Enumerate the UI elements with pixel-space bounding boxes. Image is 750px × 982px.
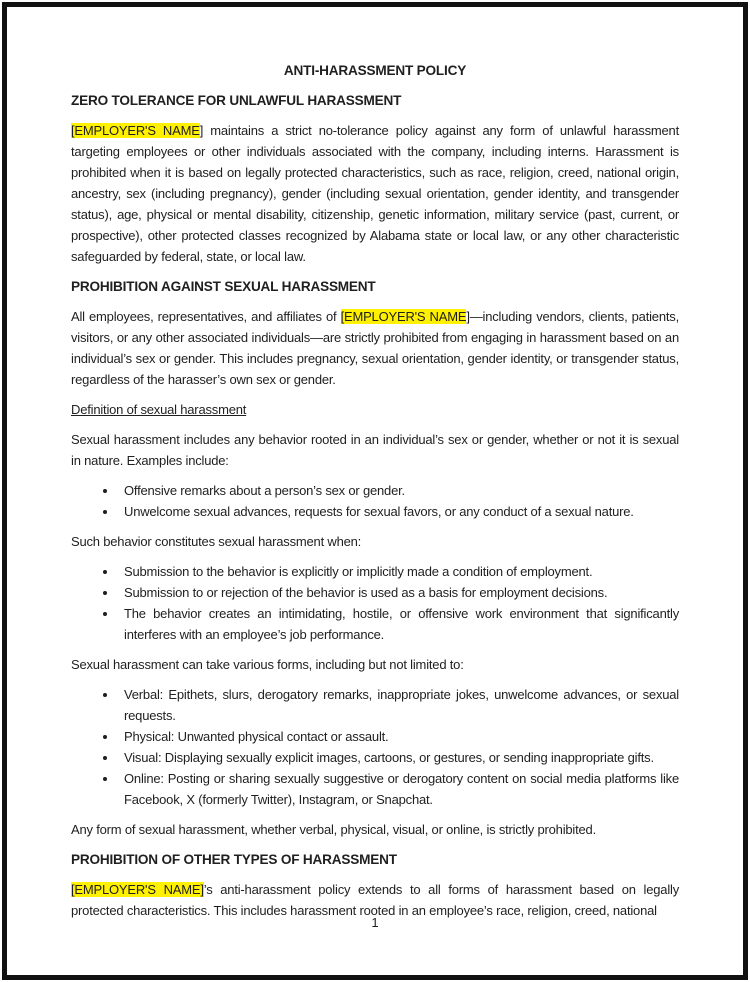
employer-name-highlight: [EMPLOYER'S NAME: [340, 309, 467, 324]
text-segment: Such behavior constitutes sexual harassment when:: [71, 534, 362, 549]
bullet-item: • Submission to the behavior is explicitly or implicitly made a condition of employment.: [118, 561, 679, 582]
text-segment: Any form of sexual harassment, whether verbal, physical, visual, or online, is strictly prohibited.: [71, 822, 596, 837]
bullet-item: • Physical: Unwanted physical contact or assault.: [118, 726, 679, 747]
bullet-item: • Submission to or rejection of the behavior is used as a basis for employment decisions.: [118, 582, 679, 603]
paragraph: [71, 120, 679, 267]
bullet-item: • Unwelcome sexual advances, requests for sexual favors, or any conduct of a sexual nature.: [118, 501, 679, 522]
text-segment: ] maintains a strict no-tolerance policy against any form of unlawful harassment targeting employees or other individuals associated with the company, including interns. Harassment is prohibited when it is based on legally protected characteristics, such as race, religion, creed, national origin, ancestry, sex (including pregnancy), gender (including sexual orientation, gender identity, and transgender status), age, physical or mental disability, citizenship, genetic information, military service (past, current, or prospective), other protected classes recognized by Alabama state or local law, or any other characteristic safeguarded by federal, state, or local law.: [71, 123, 680, 264]
document-body: [7, 7, 743, 921]
paragraph: [71, 306, 679, 390]
subsection-heading: Definition of sexual harassment: [71, 402, 247, 417]
bullet-item: • The behavior creates an intimidating, hostile, or offensive work environment that significantly interferes with an employee’s job performance.: [118, 603, 679, 645]
paragraph: [71, 654, 679, 675]
bullet-item: • Visual: Displaying sexually explicit images, cartoons, or gestures, or sending inappropriate gifts.: [118, 747, 679, 768]
page-number: 1: [371, 915, 379, 930]
bullet-list: [71, 684, 679, 810]
paragraph: [71, 429, 679, 471]
text-segment: All employees, representatives, and affiliates of: [71, 309, 341, 324]
section-heading: PROHIBITION AGAINST SEXUAL HARASSMENT: [71, 279, 376, 294]
bullet-list: [71, 480, 679, 522]
page-frame: [2, 2, 748, 980]
employer-name-highlight: [EMPLOYER'S NAME: [71, 123, 200, 138]
bullet-item: • Online: Posting or sharing sexually suggestive or derogatory content on social media platforms like Facebook, X (formerly Twitter), Instagram, or Snapchat.: [118, 768, 679, 810]
bullet-list: [71, 561, 679, 645]
bullet-item: • Offensive remarks about a person’s sex or gender.: [118, 480, 679, 501]
bullet-item: • Verbal: Epithets, slurs, derogatory remarks, inappropriate jokes, unwelcome advances, or sexual requests.: [118, 684, 679, 726]
text-segment: Sexual harassment includes any behavior rooted in an individual’s sex or gender, whether or not it is sexual in nature. Examples include:: [71, 432, 679, 468]
paragraph: [71, 819, 679, 840]
document-title: ANTI-HARASSMENT POLICY: [283, 63, 467, 78]
paragraph: [71, 531, 679, 552]
section-heading: PROHIBITION OF OTHER TYPES OF HARASSMENT: [71, 852, 397, 867]
text-segment: ’s anti-harassment policy extends to all forms of harassment based on legally protected characteristics. This includes harassment rooted in an employee’s race, religion, creed, national: [71, 882, 679, 918]
text-segment: ]—including vendors, clients, patients, visitors, or any other associated individuals—are strictly prohibited from engaging in harassment based on an individual’s sex or gender. This includes pregnancy, sexual orientation, gender identity, or transgender status, regardless of the harasser’s own sex or gender.: [71, 309, 679, 387]
employer-name-highlight: [EMPLOYER'S NAME]: [71, 882, 204, 897]
section-heading: ZERO TOLERANCE FOR UNLAWFUL HARASSMENT: [71, 93, 402, 108]
text-segment: Sexual harassment can take various forms, including but not limited to:: [71, 657, 464, 672]
